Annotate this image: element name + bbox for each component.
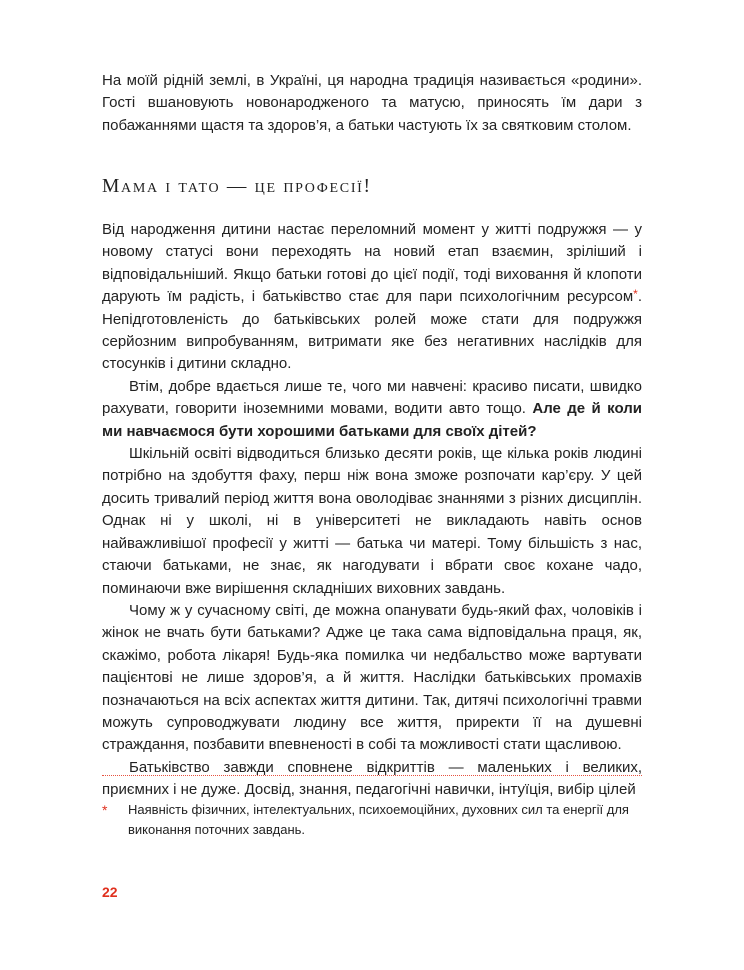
footnote-marker: * xyxy=(102,802,108,818)
paragraph-5: Батьківство завжди сповнене відкриттів — маленьких і великих, приємних і не дуже. Досвід, знання, педагогічні навички, інтуїція, вибір цілей xyxy=(102,758,642,799)
footnote-reference-marker: * xyxy=(633,287,638,302)
paragraph-4: Чому ж у сучасному світі, де можна опанувати будь-який фах, чоловіків і жінок не вчать бути батьками? Адже це така сама відповідальна праця, як, скажімо, робота лікаря! Будь-яка помилка чи недбальство може вартувати пацієнтові не лише здоров’я, а й життя. Наслідки батьківських промахів позначаються на всіх аспектах життя дитини. Так, дитячі психологічні травми можуть супроводжувати людину все життя, приректи її на душевні страждання, позбавити впевненості в собі та можливості стати щасливою. xyxy=(102,601,642,754)
paragraph-3: Шкільній освіті відводиться близько десяти років, ще кілька років людині потрібно на здобуття фаху, перш ніж вона зможе розпочати кар’єру. У цей досить тривалий період життя вона оволодіває знаннями з різних дисциплін. Однак ні у школі, ні в університеті не викладають навіть основ найважливішої професії у житті — батька чи матері. Тому більшість з нас, стаючи батьками, не знає, як нагодувати і вбрати своє кохане чадо, поминаючи вже вирішення складніших виховних завдань. xyxy=(102,445,642,597)
footnote-text: Наявність фізичних, інтелектуальних, психоемоційних, духовних сил та енергії для виконання поточних завдань. xyxy=(128,802,629,837)
intro-block xyxy=(102,70,642,137)
body-text xyxy=(102,219,642,802)
paragraph-1 xyxy=(102,219,642,376)
page-number: 22 xyxy=(102,884,118,900)
section-heading: Мама і тато — це професії! xyxy=(102,176,372,197)
paragraph-1-text-after: . Непідготовленість до батьківських ролей може стати для подружжя серйозним випробуванням, витримати яке без негативних наслідків для стосунків і дитини складно. xyxy=(102,288,642,373)
paragraph-1-text: Від народження дитини настає переломний момент у житті подружжя — у новому статусі вони переходять на новий етап взаємин, зріліший і відповідальніший. Якщо батьки готові до цієї події, тоді виховання й клопоти дарують їм радість, і батьківство стає для пари психологічним ресурсом xyxy=(102,221,642,306)
footnote xyxy=(102,800,642,840)
paragraph-2-text: Втім, добре вдається лише те, чого ми навчені: красиво писати, швидко рахувати, говорити іноземними мовами, водити авто тощо. xyxy=(102,377,642,418)
paragraph-2-bold-question: Але де й коли ми навчаємося бути хорошими батьками для своїх дітей? xyxy=(102,400,643,440)
paragraph-2 xyxy=(102,376,642,443)
intro-paragraph: На моїй рідній землі, в Україні, ця народна традиція називається «родини». Гості вшановують новонародженого та матусю, приносять їм дари з побажаннями щастя та здоров’я, а батьки частують їх за святковим столом. xyxy=(102,72,642,134)
footnote-divider xyxy=(102,775,642,776)
